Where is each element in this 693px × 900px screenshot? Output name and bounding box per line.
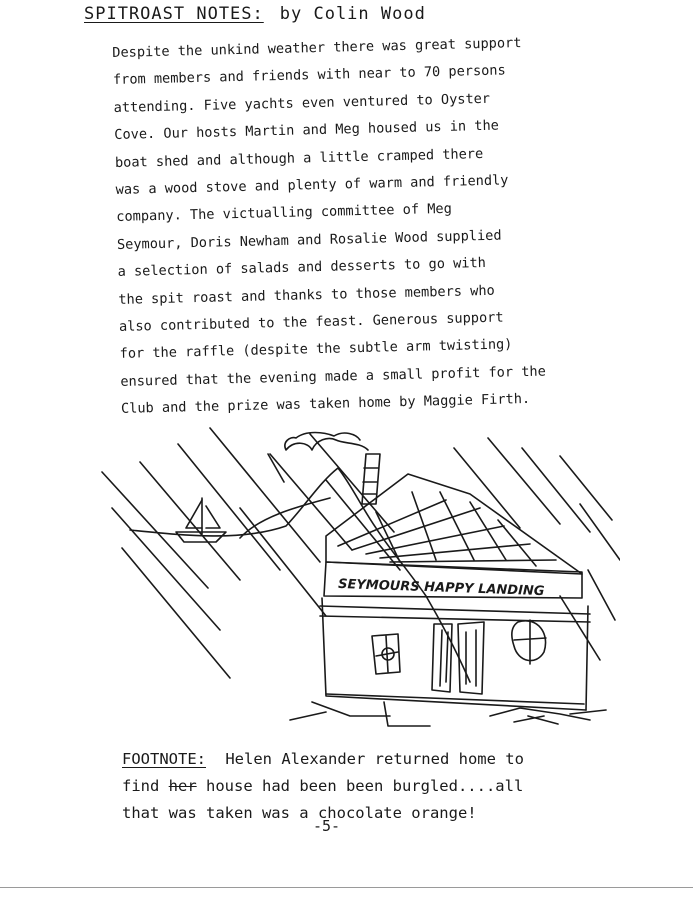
shed-doors	[432, 622, 484, 694]
body-line: Club and the prize was taken home by Maggie Firth.	[120, 391, 531, 418]
footnote-text-1: Helen Alexander returned home to	[225, 750, 524, 768]
body-line: for the raffle (despite the subtle arm twisting)	[119, 336, 513, 363]
shed-roof	[326, 474, 582, 574]
article-heading	[84, 4, 426, 24]
page-number: -5-	[313, 817, 341, 835]
body-line: the spit roast and thanks to those members who	[118, 282, 495, 308]
footnote-text-2b: house had been been burgled....all	[196, 777, 524, 795]
hill-outline	[130, 468, 470, 682]
body-line: was a wood stove and plenty of warm and friendly	[115, 172, 509, 198]
struck-word: her	[168, 777, 197, 795]
body-line: ensured that the evening made a small profit for the	[120, 363, 546, 390]
page-bottom-edge	[0, 887, 693, 888]
hill-slope	[240, 498, 330, 538]
body-line: Seymour, Doris Newham and Rosalie Wood supplied	[116, 227, 502, 253]
footnote-line-3: that was taken was a chocolate orange!	[122, 804, 477, 822]
body-line: Despite the unkind weather there was great support	[112, 35, 522, 61]
body-line: Cove. Our hosts Martin and Meg housed us in the	[114, 117, 500, 144]
chimney-drawing	[285, 433, 380, 505]
footnote	[122, 746, 524, 827]
footnote-label: FOOTNOTE:	[122, 750, 206, 768]
article-body	[112, 29, 591, 424]
body-line: boat shed and although a little cramped there	[114, 145, 484, 171]
body-line: attending. Five yachts even ventured to Oyster	[113, 90, 491, 116]
footnote-text-2a: find	[122, 777, 169, 795]
body-line: also contributed to the feast. Generous support	[118, 309, 504, 335]
article-byline: by Colin Wood	[279, 4, 426, 24]
body-line: a selection of salads and desserts to go with	[117, 255, 487, 281]
body-line: company. The victualling committee of Meg	[116, 201, 452, 226]
boatshed-sketch	[90, 420, 620, 730]
footnote-line-2	[122, 773, 524, 800]
rain-streaks	[102, 428, 620, 678]
footnote-line-1	[122, 746, 524, 773]
article-title: SPITROAST NOTES:	[84, 4, 264, 24]
shed-sign-text: SEYMOURS HAPPY LANDING	[337, 576, 545, 600]
body-line: from members and friends with near to 70 persons	[112, 62, 506, 89]
